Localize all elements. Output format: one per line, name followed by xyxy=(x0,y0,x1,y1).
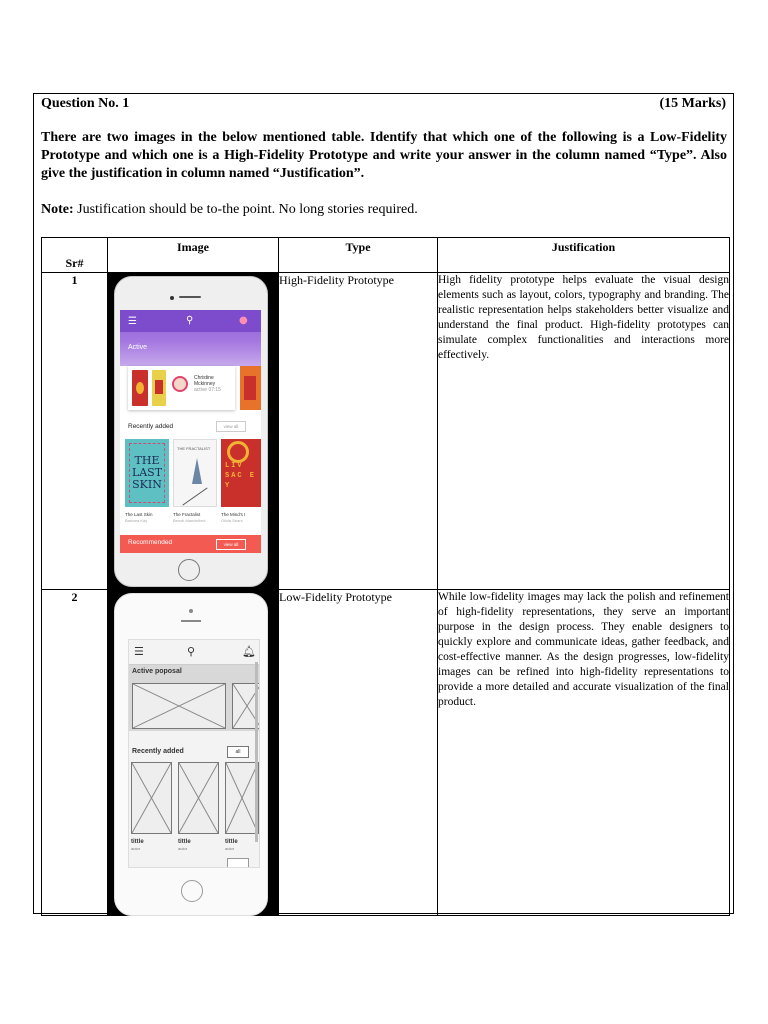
hf-recently-added: Recently added xyxy=(128,423,174,430)
phone-speaker xyxy=(179,296,201,298)
home-button xyxy=(178,559,200,581)
notification-icon: ● xyxy=(239,315,248,326)
header-type: Type xyxy=(279,238,438,273)
bell-icon: 🔔︎ xyxy=(242,645,256,658)
avatar xyxy=(172,376,188,392)
search-icon: ⚲ xyxy=(186,315,194,326)
table-header-row xyxy=(42,238,730,273)
book-author: Olivia Sears xyxy=(221,518,243,523)
question-frame xyxy=(33,93,734,914)
book-author: Barbara Kay xyxy=(125,518,148,523)
menu-icon: ☰ xyxy=(134,645,144,658)
book-title: The Last Skin xyxy=(125,512,153,517)
question-title: Question No. 1 xyxy=(41,96,130,111)
lf-toolbar xyxy=(129,640,259,665)
book-cover xyxy=(132,370,148,406)
row-justification: While low-fidelity images may lack the polish and refinement of high-fidelity representations, they serve an important purpose in the design process. They enable designers to quickly explore and communicate ideas, gather feedback, and cost-effective manner. As the design progresses, low-fidelity images can be refined into high-fidelity representations to provide a more detailed and accurate visualization of the final product. xyxy=(438,590,730,916)
item-title: tittle xyxy=(225,839,238,845)
image-placeholder xyxy=(178,762,219,834)
menu-icon: ☰ xyxy=(128,316,137,327)
image-placeholder xyxy=(225,762,259,834)
item-title: tittle xyxy=(131,839,144,845)
item-title: tittle xyxy=(178,839,191,845)
phone-mockup-high xyxy=(114,276,268,587)
lf-all-button[interactable]: all xyxy=(227,746,249,758)
lf-recently-added: Recently added xyxy=(132,748,184,755)
hf-active-card xyxy=(128,366,235,410)
hf-recommended-button[interactable]: view all xyxy=(216,539,246,550)
row-number: 2 xyxy=(42,590,108,916)
question-note xyxy=(41,202,418,218)
scrollbar xyxy=(255,662,258,842)
phone-screen xyxy=(120,310,261,553)
low-fidelity-mockup-cell xyxy=(108,590,279,916)
table-row xyxy=(42,590,730,916)
phone-mockup-low xyxy=(114,593,268,916)
hf-recommended-label: Recommended xyxy=(128,539,173,546)
phone-speaker xyxy=(181,620,201,622)
phone-camera xyxy=(189,609,193,613)
header-justification: Justification xyxy=(438,238,730,273)
search-icon: ⚲ xyxy=(187,645,196,658)
row-type: High-Fidelity Prototype xyxy=(279,273,438,590)
note-label: Note: xyxy=(41,202,74,217)
note-text: Justification should be to-the point. No long stories required. xyxy=(73,202,418,217)
header-sr: Sr# xyxy=(42,238,108,273)
book-author: Benoit Mandelbrot xyxy=(173,518,206,523)
table-row xyxy=(42,273,730,590)
answer-table xyxy=(41,237,730,916)
item-author: autor xyxy=(225,846,235,851)
lf-active-section xyxy=(129,665,259,731)
question-marks: (15 Marks) xyxy=(659,96,726,111)
image-placeholder xyxy=(131,762,172,834)
book-cover xyxy=(240,366,261,410)
row-number: 1 xyxy=(42,273,108,590)
hf-view-all-button[interactable]: view all xyxy=(216,421,246,432)
home-button xyxy=(181,880,203,902)
book-title: The Mind's I xyxy=(221,512,246,517)
item-author: autor xyxy=(178,846,188,851)
row-justification: High fidelity prototype helps evaluate the visual design elements such as layout, colors, typography and branding. The realistic representation helps stakeholders better visualize and understand the final product. High-fidelity prototypes can simulate complex functionalities and interactions more effectively. xyxy=(438,273,730,590)
lf-bottom-button xyxy=(227,858,249,868)
row-type: Low-Fidelity Prototype xyxy=(279,590,438,916)
question-header xyxy=(41,96,726,112)
book-cover-fractalist: THE FRACTALIST xyxy=(173,439,217,507)
phone-camera xyxy=(170,296,174,300)
question-prompt: There are two images in the below mentioned table. Identify that which one of the following is a Low-Fidelity Prototype and which one is a High-Fidelity Prototype and write your answer in the column named “Type”. Also give the justification in column named “Justification”. xyxy=(41,130,727,181)
header-image: Image xyxy=(108,238,279,273)
book-cover-last-skin: THE LAST SKIN xyxy=(125,439,169,507)
book-cover xyxy=(152,370,166,406)
hf-user-name: Christine Mckinney active 07:15 xyxy=(194,375,221,393)
hf-active-label: Active xyxy=(128,344,148,351)
high-fidelity-mockup-cell xyxy=(108,273,279,590)
phone-screen xyxy=(128,639,260,868)
hf-recommended-bar xyxy=(120,535,261,553)
image-placeholder xyxy=(132,683,226,729)
item-author: autor xyxy=(131,846,141,851)
lf-active-label: Active poposal xyxy=(132,668,182,675)
book-title: The Fractalist xyxy=(173,512,201,517)
book-cover-minds-i: LIV SAC E Y xyxy=(221,439,261,507)
